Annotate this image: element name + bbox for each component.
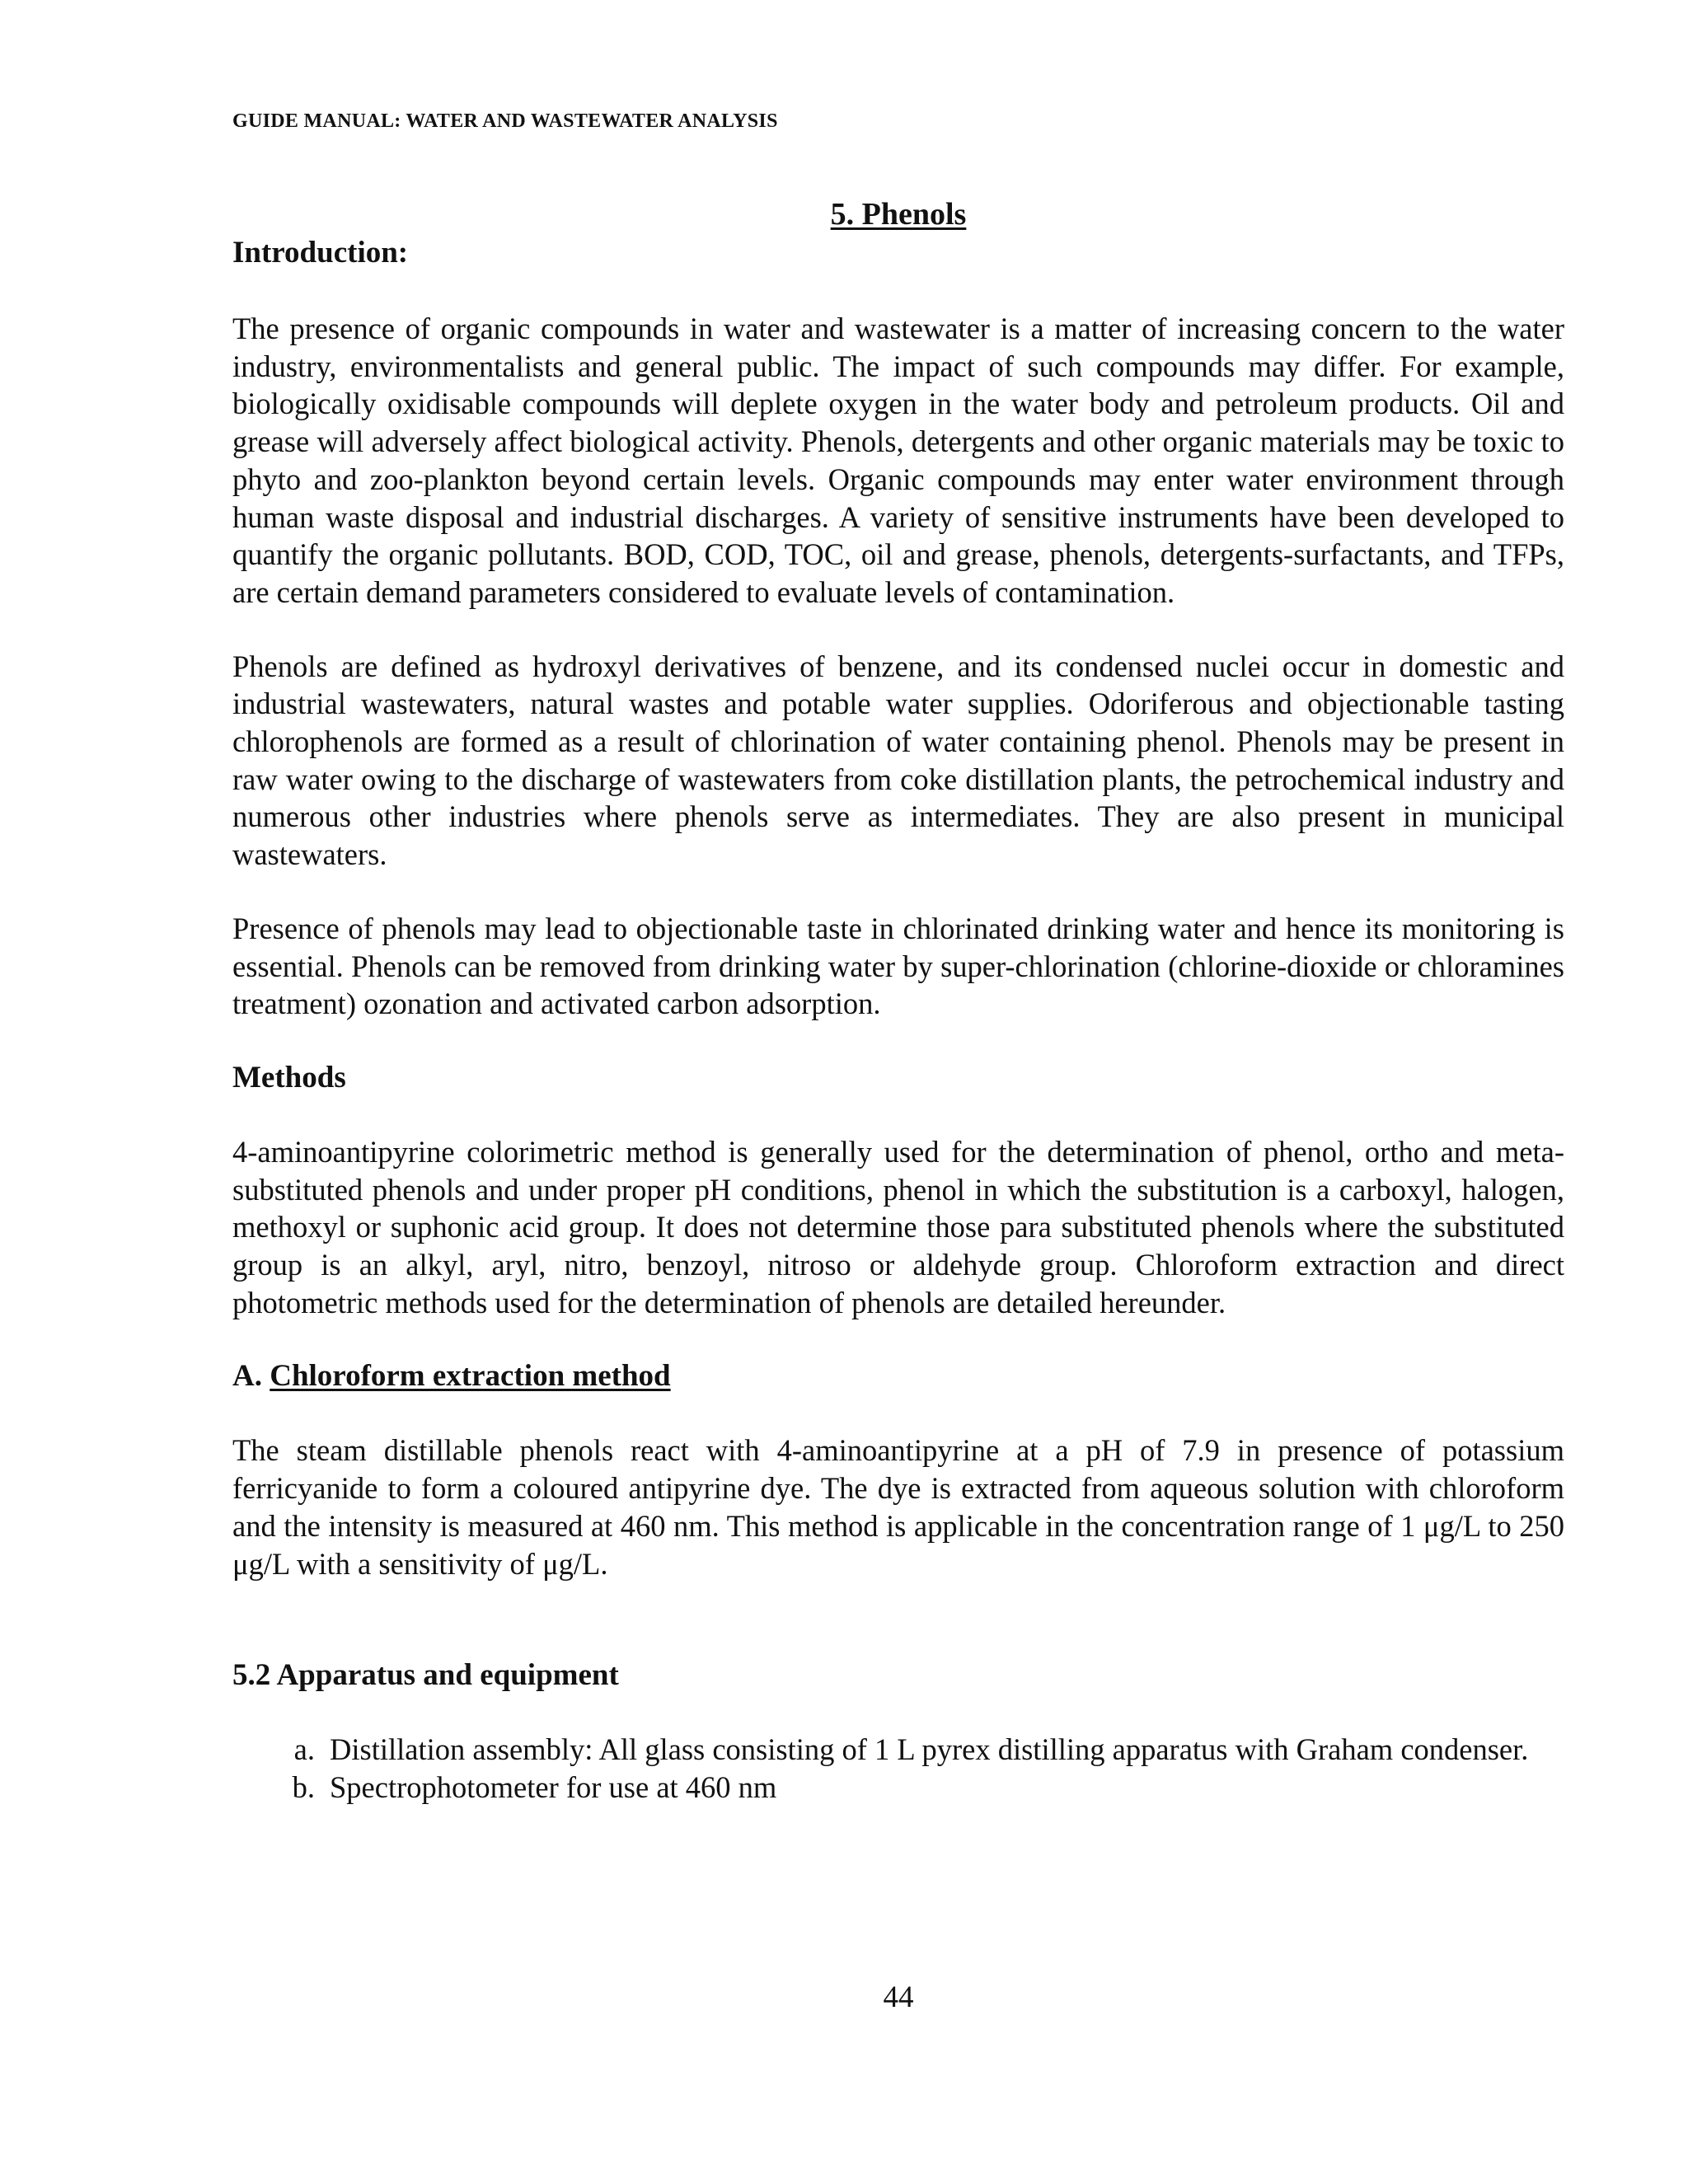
method-a-heading — [232, 1357, 1564, 1395]
methods-paragraph: 4-aminoantipyrine colorimetric method is generally used for the determination of phenol, ortho and meta-substituted phenols and under proper pH conditions, phenol in which the substitution is a carboxyl, halogen, methoxyl or suphonic acid group. It does not determine those para substituted phenols where the substituted group is an alkyl, aryl, nitro, benzoyl, nitroso or aldehyde group. Chloroform extraction and direct photometric methods used for the determination of phenols are detailed hereunder. — [232, 1134, 1564, 1319]
methods-heading: Methods — [232, 1060, 346, 1094]
method-a-paragraph: The steam distillable phenols react with 4-aminoantipyrine at a pH of 7.9 in presence of potassium ferricyanide to form a coloured antipyrine dye. The dye is extracted from aqueous solution with chloroform and the intensity is measured at 460 nm. This method is applicable in the concentration range of 1 μg/L to 250 μg/L with a sensitivity of μg/L. — [232, 1433, 1564, 1581]
apparatus-heading: 5.2 Apparatus and equipment — [232, 1658, 619, 1693]
intro-paragraph-2: Phenols are defined as hydroxyl derivatives of benzene, and its condensed nuclei occur in domestic and industrial wastewaters, natural wastes and potable water supplies. Odoriferous and objectionable tasting chlorophenols are formed as a result of chlorination of water containing phenol. Phenols may be present in raw water owing to the discharge of wastewaters from coke distillation plants, the petrochemical industry and numerous other industries where phenols serve as intermediates. They are also present in municipal wastewaters. — [232, 649, 1564, 872]
page-number: 44 — [883, 1980, 914, 2014]
list-item — [232, 1731, 1564, 1769]
chapter-title: 5. Phenols — [830, 197, 967, 232]
list-item-text: Distillation assembly: All glass consisting of 1 L pyrex distilling apparatus with Graham condenser. — [330, 1732, 1529, 1767]
intro-paragraph-3: Presence of phenols may lead to objectionable taste in chlorinated drinking water and hence its monitoring is essential. Phenols can be removed from drinking water by super-chlorination (chlorine-dioxide or chloramines treatment) ozonation and activated carbon adsorption. — [232, 911, 1564, 1021]
method-a-prefix: A. — [232, 1359, 270, 1394]
list-item — [232, 1769, 1564, 1807]
page-content — [232, 232, 1564, 1807]
list-item-text: Spectrophotometer for use at 460 nm — [330, 1769, 777, 1804]
apparatus-list — [232, 1731, 1564, 1806]
method-a-title: Chloroform extraction method — [270, 1359, 671, 1394]
intro-paragraph-1: The presence of organic compounds in water and wastewater is a matter of increasing concern to the water industry, environmentalists and general public. The impact of such compounds may differ. For example, biologically oxidisable compounds will deplete oxygen in the water body and petroleum products. Oil and grease will adversely affect biological activity. Phenols, detergents and other organic materials may be toxic to phyto and zoo-plankton beyond certain levels. Organic compounds may enter water environment through human waste disposal and industrial discharges. A variety of sensitive instruments have been developed to quantify the organic pollutants. BOD, COD, TOC, oil and grease, phenols, detergents-surfactants, and TFPs, are certain demand parameters considered to evaluate levels of contamination. — [232, 312, 1564, 609]
running-header: GUIDE MANUAL: WATER AND WASTEWATER ANALYSIS — [232, 110, 778, 132]
list-marker: b. — [292, 1769, 315, 1804]
introduction-heading: Introduction: — [232, 236, 409, 269]
list-marker: a. — [293, 1732, 315, 1767]
